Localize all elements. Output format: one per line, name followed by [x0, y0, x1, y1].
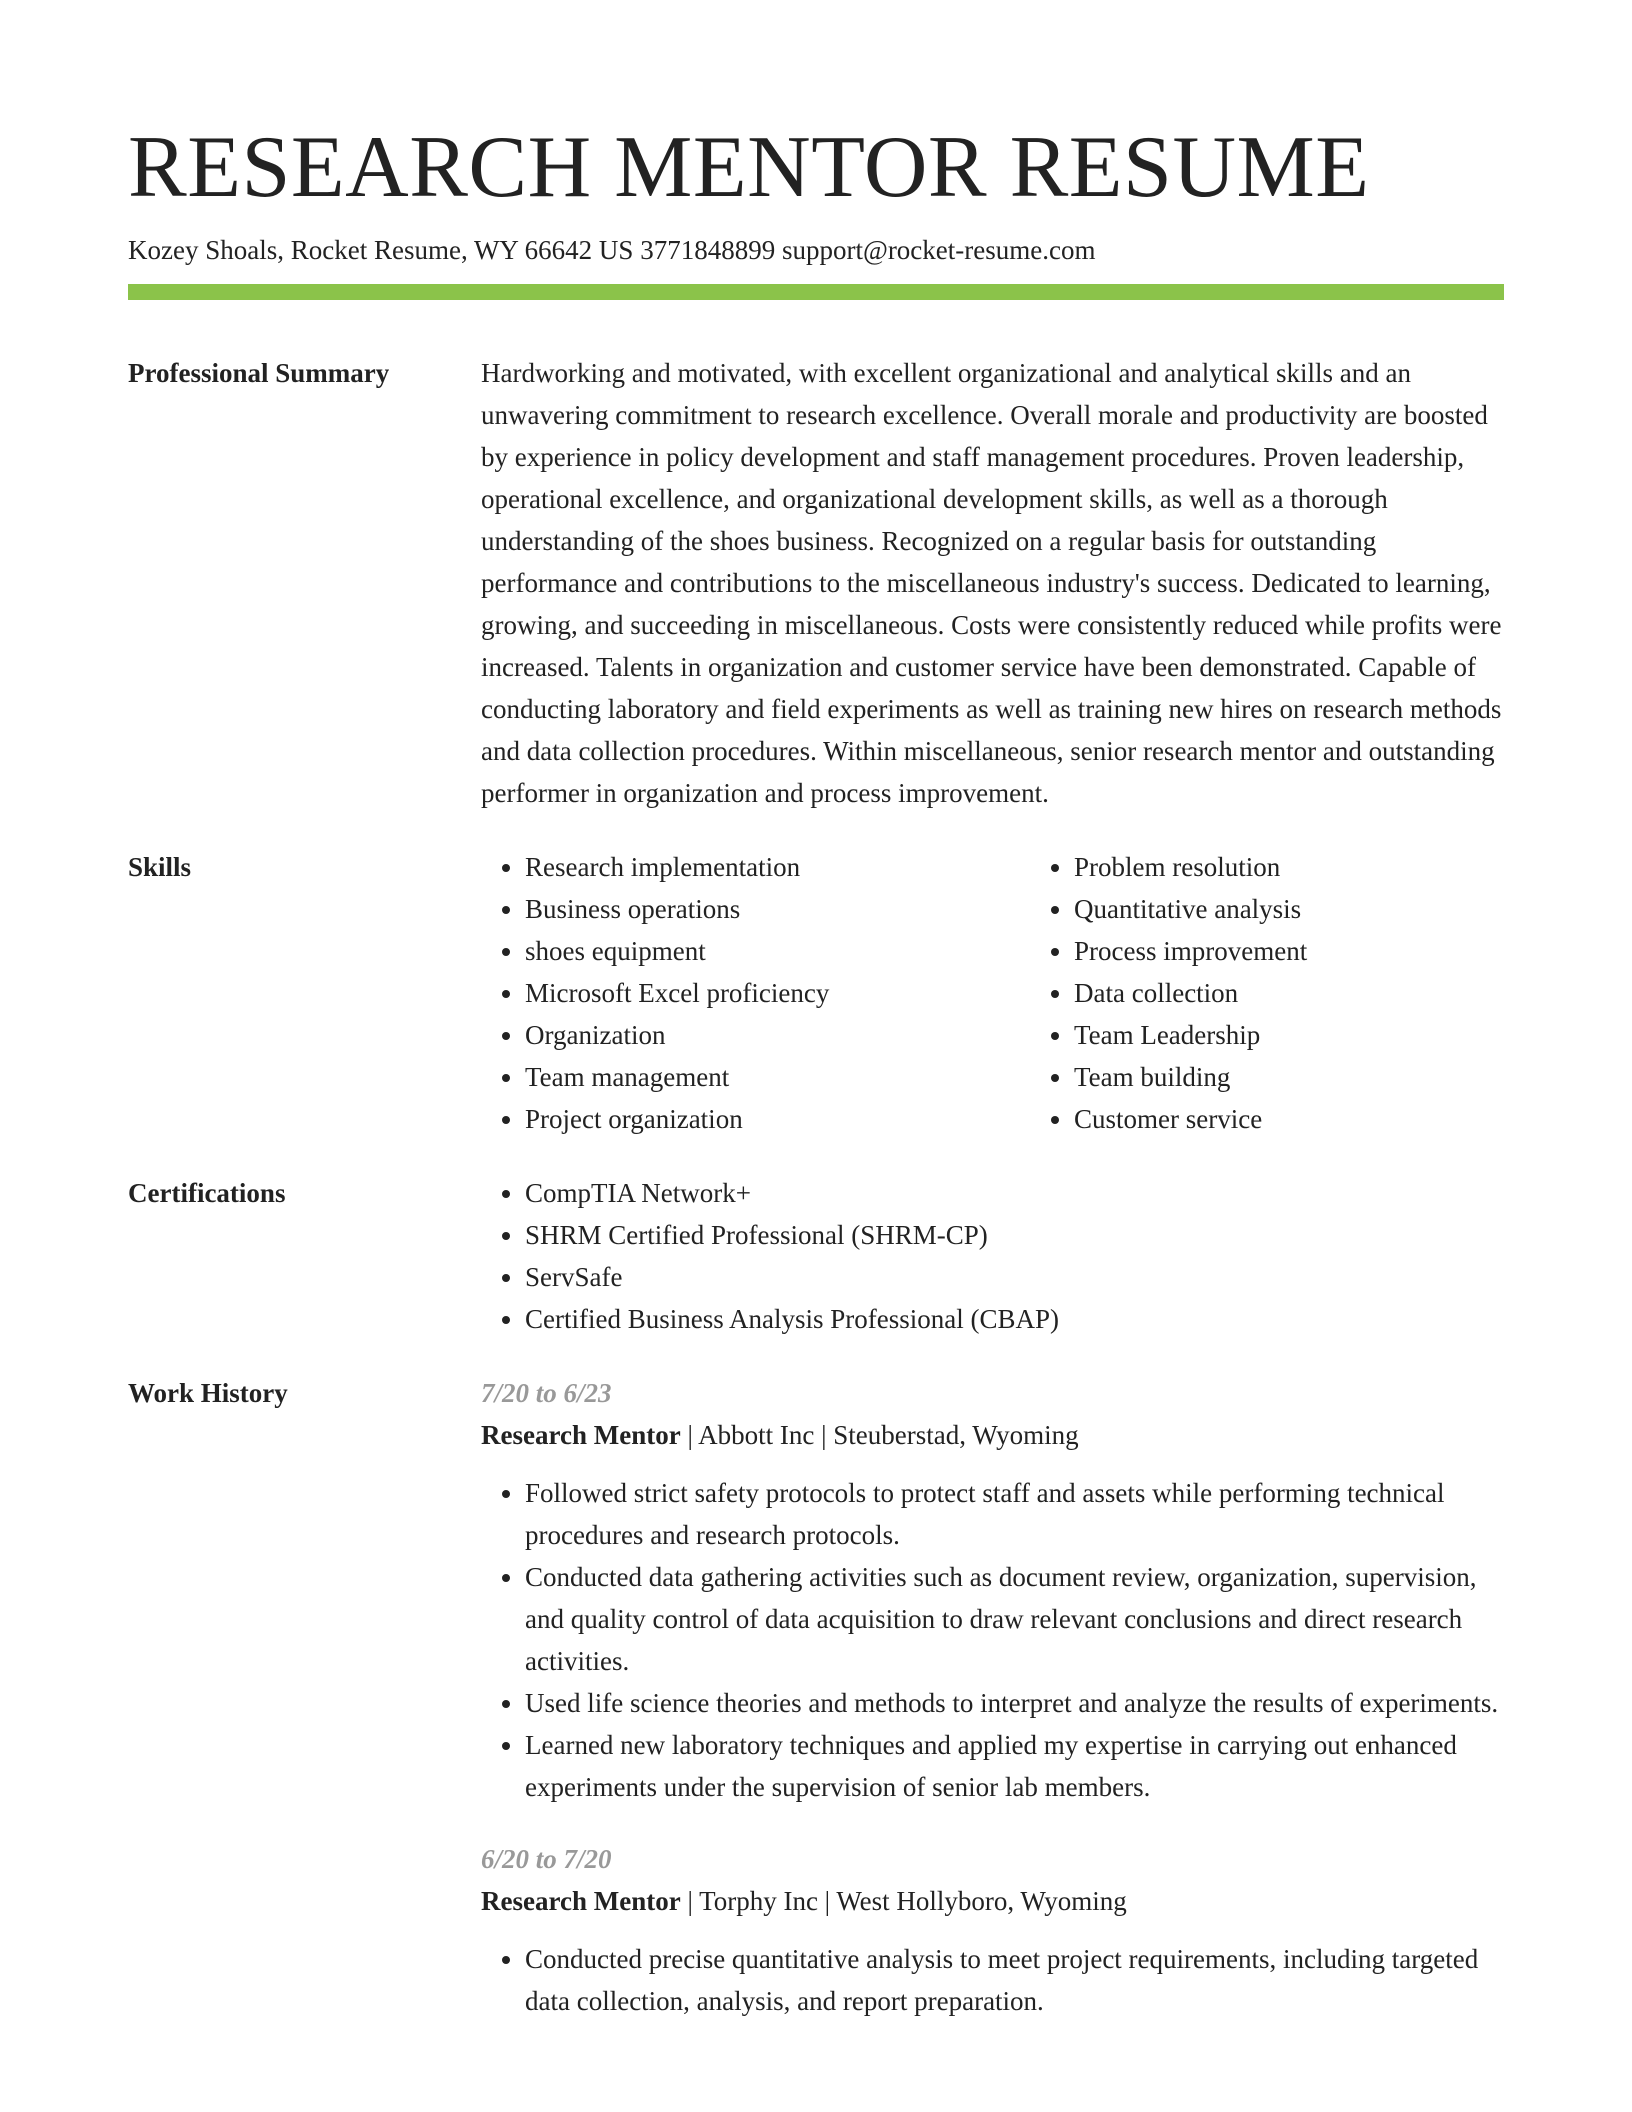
skill-item: • Quantitative analysis [1074, 888, 1579, 930]
skill-item: • Organization [525, 1014, 1030, 1056]
summary-body [481, 352, 1504, 814]
skill-item: • shoes equipment [525, 930, 1030, 972]
job-heading [481, 1414, 1504, 1456]
summary-label: Professional Summary [128, 358, 390, 388]
skills-label: Skills [128, 852, 192, 882]
work-history-body [481, 1372, 1504, 2052]
skill-item: • Data collection [1074, 972, 1579, 1014]
skills-section [128, 846, 1504, 1140]
job-heading [481, 1880, 1504, 1922]
certification-item: • CompTIA Network+ [525, 1172, 1504, 1214]
skill-item: • Team building [1074, 1056, 1579, 1098]
skills-list-right [1030, 846, 1579, 1140]
job-bullet: • Followed strict safety protocols to protect staff and assets while performing technical procedures and research protocols. [525, 1472, 1504, 1556]
contact-address: Kozey Shoals, Rocket Resume, WY 66642 US [128, 235, 634, 265]
certifications-list [481, 1172, 1504, 1340]
work-history-label: Work History [128, 1378, 288, 1408]
skill-item: • Process improvement [1074, 930, 1579, 972]
job-title: Research Mentor [481, 1420, 681, 1450]
skill-item: • Microsoft Excel proficiency [525, 972, 1030, 1014]
skill-item: • Research implementation [525, 846, 1030, 888]
certification-item: • ServSafe [525, 1256, 1504, 1298]
skills-list-left [481, 846, 1030, 1140]
job-dates: 7/20 to 6/23 [481, 1378, 612, 1408]
skill-item: • Customer service [1074, 1098, 1579, 1140]
job-title: Research Mentor [481, 1886, 681, 1916]
page-title: RESEARCH MENTOR RESUME [128, 119, 1370, 216]
summary-text: Hardworking and motivated, with excellent organizational and analytical skills and an unwavering commitment to research excellence. Overall morale and productivity are boosted by experience in policy development and staff management procedures. Proven leadership, operational excellence, and organizational development skills, as well as a thorough understanding of the shoes business. Recognized on a regular basis for outstanding performance and contributions to the miscellaneous industry's success. Dedicated to learning, growing, and succeeding in miscellaneous. Costs were consistently reduced while profits were increased. Talents in organization and customer service have been demonstrated. Capable of conducting laboratory and field experiments as well as training new hires on research methods and data collection procedures. Within miscellaneous, senior research mentor and outstanding performer in organization and process improvement. [481, 358, 1502, 808]
job-dates: 6/20 to 7/20 [481, 1844, 612, 1874]
skill-item: • Problem resolution [1074, 846, 1579, 888]
skill-item: • Team Leadership [1074, 1014, 1579, 1056]
accent-divider [128, 284, 1504, 300]
contact-phone: 3771848899 [640, 235, 776, 265]
certifications-body [481, 1172, 1504, 1340]
certifications-section [128, 1172, 1504, 1340]
job-entry [481, 1838, 1504, 2022]
certification-item: • Certified Business Analysis Professional (CBAP) [525, 1298, 1504, 1340]
job-details: | Torphy Inc | West Hollyboro, Wyoming [680, 1886, 1127, 1916]
job-bullet: • Conducted precise quantitative analysis to meet project requirements, including targeted data collection, analysis, and report preparation. [525, 1938, 1504, 2022]
skill-item: • Team management [525, 1056, 1030, 1098]
skill-item: • Project organization [525, 1098, 1030, 1140]
job-entry [481, 1372, 1504, 1808]
certifications-label: Certifications [128, 1178, 286, 1208]
contact-line [128, 232, 1504, 268]
skills-columns [481, 846, 1579, 1140]
job-bullet: • Learned new laboratory techniques and applied my expertise in carrying out enhanced experiments under the supervision of senior lab members. [525, 1724, 1504, 1808]
job-bullet: • Used life science theories and methods to interpret and analyze the results of experiments. [525, 1682, 1504, 1724]
work-history-section [128, 1372, 1504, 2052]
job-bullet: • Conducted data gathering activities such as document review, organization, supervision, and quality control of data acquisition to draw relevant conclusions and direct research activities. [525, 1556, 1504, 1682]
contact-email: support@rocket-resume.com [781, 235, 1096, 265]
job-details: | Abbott Inc | Steuberstad, Wyoming [680, 1420, 1079, 1450]
certification-item: • SHRM Certified Professional (SHRM-CP) [525, 1214, 1504, 1256]
summary-section [128, 352, 1504, 814]
job-bullets [481, 1472, 1504, 1808]
job-bullets [481, 1938, 1504, 2022]
skill-item: • Business operations [525, 888, 1030, 930]
